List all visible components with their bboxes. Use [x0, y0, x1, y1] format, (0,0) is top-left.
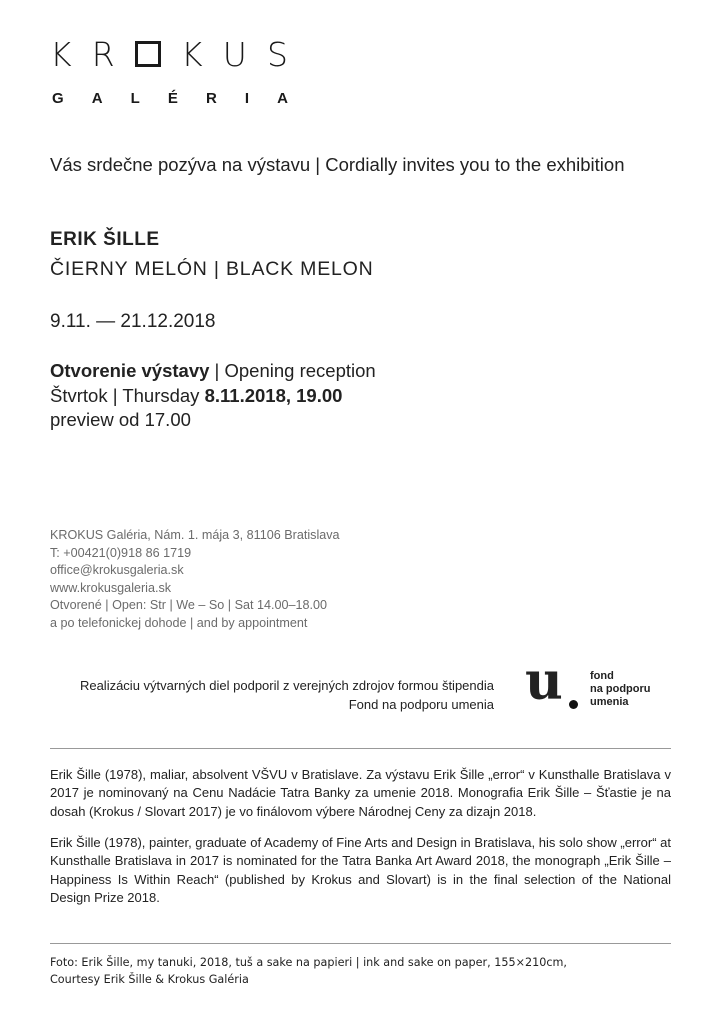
divider [50, 943, 671, 944]
krokus-logo-wordmark [50, 34, 288, 74]
opening-info [50, 359, 376, 433]
logo-sub-letter: R [205, 90, 217, 107]
logo-letter: U [222, 34, 247, 74]
photo-credit [50, 954, 567, 988]
logo-sub-letter: A [277, 90, 288, 107]
credit-line-2: Courtesy Erik Šille & Krokus Galéria [50, 973, 249, 986]
contact-phone[interactable]: T: +00421(0)918 86 1719 [50, 545, 192, 560]
logo-sub-letter: L [130, 90, 140, 107]
opening-label-bold: Otvorenie výstavy [50, 360, 210, 381]
support-statement [50, 676, 494, 714]
support-line-1: Realizáciu výtvarných diel podporil z verejných zdrojov formou štipendia [79, 678, 494, 693]
opening-datetime-bold: 8.11.2018, 19.00 [204, 384, 343, 406]
fond-logo-text-line: umenia [590, 696, 629, 708]
credit-line-1: Foto: Erik Šille, my tanuki, 2018, tuš a sake na papieri | ink and sake on paper, 155×210cm, [50, 956, 567, 969]
bio-slovak: Erik Šille (1978), maliar, absolvent VŠVU v Bratislave. Za výstavu Erik Šille „error“ v Kunsthalle Bratislava v 2017 je nominovaný na Cenu Nadácie Tatra Banky za umenie 2018. Monografia Erik Šille – Šťastie je na dosah (Krokus / Slovart 2017) je vo finálovom výbere Národnej Ceny za dizajn 2018. [50, 767, 671, 819]
contact-hours: Otvorené | Open: Str | We – So | Sat 14.00–18.00 [50, 598, 328, 612]
logo-sub-letter: A [91, 90, 103, 107]
opening-preview: preview od 17.00 [50, 409, 191, 430]
fond-logo-text [590, 670, 651, 709]
exhibition-title: ČIERNY MELÓN | BLACK MELON [50, 258, 374, 280]
fond-logo-dot-icon [569, 700, 578, 709]
opening-datetime [50, 384, 376, 409]
contact-appointment: a po telefonickej dohode | and by appointment [50, 615, 308, 630]
support-line-2: Fond na podporu umenia [348, 697, 494, 712]
logo-sub-letter: É [167, 90, 178, 107]
logo-letter: K [180, 34, 203, 74]
exhibition-dates: 9.11. — 21.12.2018 [50, 311, 216, 332]
invitation-line: Vás srdečne pozýva na výstavu | Cordially invites you to the exhibition [50, 154, 625, 175]
logo-sub-letter: I [244, 90, 250, 107]
artist-name: ERIK ŠILLE [50, 229, 160, 250]
contact-web[interactable]: www.krokusgaleria.sk [50, 580, 172, 595]
contact-email[interactable]: office@krokusgaleria.sk [50, 563, 184, 577]
opening-label [50, 359, 376, 384]
logo-letter: R [91, 34, 115, 74]
logo-subtitle [52, 90, 288, 107]
fond-logo-letter: u [525, 651, 563, 712]
bio-english: Erik Šille (1978), painter, graduate of Academy of Fine Arts and Design in Bratislava, his solo show „error“ at Kunsthalle Bratislava in 2017 is nominated for the Tatra Banka Art Award 2018, the monograph „Erik Šille – Happiness Is Within Reach“ (published by Krokus and Slovart) is in the final selection of the National Design Prize 2018. [50, 835, 671, 905]
fond-logo-text-line: fond [590, 670, 614, 682]
logo-letter: K [50, 34, 72, 74]
fond-logo-text-line: na podporu [590, 683, 651, 695]
opening-day: Štvrtok | Thursday [50, 384, 205, 406]
contact-address: KROKUS Galéria, Nám. 1. mája 3, 81106 Bratislava [50, 528, 340, 542]
logo-square-icon [135, 41, 161, 67]
divider [50, 748, 671, 749]
logo-sub-letter: G [52, 90, 64, 107]
opening-label-rest: | Opening reception [209, 360, 376, 381]
contact-block [50, 527, 340, 632]
logo-letter: S [267, 34, 288, 74]
